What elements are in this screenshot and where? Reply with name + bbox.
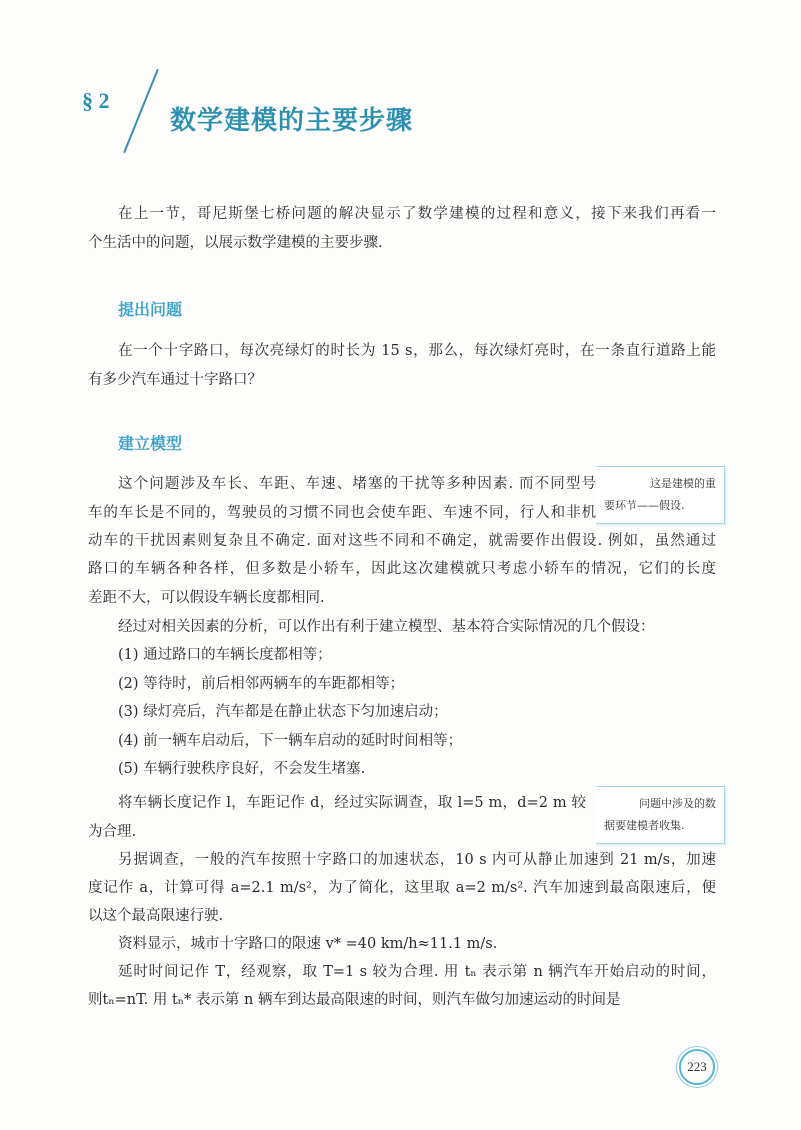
paragraph-line: 为合理. xyxy=(88,824,137,840)
assumption-item: (3) 绿灯亮后，汽车都是在静止状态下匀加速启动； xyxy=(118,704,448,720)
section-heading: 提出问题 xyxy=(118,300,183,319)
paragraph-line: 度记作 a，计算可得 a=2.1 m/s²，为了简化，这里取 a=2 m/s². 汽车加速到最高限速后，便 xyxy=(88,880,716,896)
section-heading: 建立模型 xyxy=(118,434,183,453)
assumption-item: (2) 等待时，前后相邻两辆车的车距都相等； xyxy=(118,676,405,692)
margin-note-line: 据要建模者收集. xyxy=(604,819,685,832)
paragraph-line: 延时时间记作 T，经观察，取 T=1 s 较为合理. 用 tₙ 表示第 n 辆汽车开始启动的时间， xyxy=(118,964,716,980)
paragraph-line: 则tₙ=nT. 用 tₙ* 表示第 n 辆车到达最高限速的时间，则汽车做匀加速运动的时间是 xyxy=(88,992,621,1008)
paragraph-line: 资料显示，城市十字路口的限速 v* =40 km/h≈11.1 m/s. xyxy=(118,936,498,952)
page-number: 223 xyxy=(679,1049,715,1085)
paragraph-line: 以这个最高限速行驶. xyxy=(88,908,224,924)
margin-note xyxy=(596,466,725,524)
paragraph-line: 另据调查，一般的汽车按照十字路口的加速状态，10 s 内可从静止加速到 21 m/s，加速 xyxy=(118,852,716,868)
paragraph-line: 将车辆长度记作 l，车距记作 d，经过实际调查，取 l=5 m，d=2 m 较 xyxy=(118,795,586,811)
assumption-item: (1) 通过路口的车辆长度都相等； xyxy=(118,647,332,663)
margin-note-line: 这是建模的重 xyxy=(650,477,716,490)
paragraph-line: 车的车长是不同的，驾驶员的习惯不同也会使车距、车速不同，行人和非机 xyxy=(88,505,596,521)
assumption-item: (5) 车辆行驶秩序良好，不会发生堵塞. xyxy=(118,761,366,777)
paragraph-line: 差距不大，可以假设车辆长度都相同. xyxy=(88,590,325,606)
paragraph-line: 在上一节，哥尼斯堡七桥问题的解决显示了数学建模的过程和意义，接下来我们再看一 xyxy=(118,206,716,222)
section-number: § 2 xyxy=(82,88,110,113)
paragraph-line: 路口的车辆各种各样，但多数是小轿车，因此这次建模就只考虑小轿车的情况，它们的长度 xyxy=(88,561,716,577)
margin-note-line: 问题中涉及的数 xyxy=(639,797,716,810)
page-title: 数学建模的主要步骤 xyxy=(170,106,414,136)
paragraph-line: 有多少汽车通过十字路口？ xyxy=(88,372,262,388)
paragraph-line: 动车的干扰因素则复杂且不确定. 面对这些不同和不确定，就需要作出假设. 例如，虽然通过 xyxy=(88,533,716,549)
paragraph-line: 在一个十字路口，每次亮绿灯的时长为 15 s，那么，每次绿灯亮时，在一条直行道路上能 xyxy=(118,343,716,359)
margin-note-line: 要环节——假设. xyxy=(604,499,685,512)
margin-note xyxy=(596,786,725,844)
title-divider xyxy=(123,69,159,153)
assumption-item: (4) 前一辆车启动后，下一辆车启动的延时时间相等； xyxy=(118,733,463,749)
paragraph-line: 个生活中的问题，以展示数学建模的主要步骤. xyxy=(88,235,383,251)
paragraph-line: 经过对相关因素的分析，可以作出有利于建立模型、基本符合实际情况的几个假设： xyxy=(118,619,655,635)
paragraph-line: 这个问题涉及车长、车距、车速、堵塞的干扰等多种因素. 而不同型号 xyxy=(118,476,596,492)
